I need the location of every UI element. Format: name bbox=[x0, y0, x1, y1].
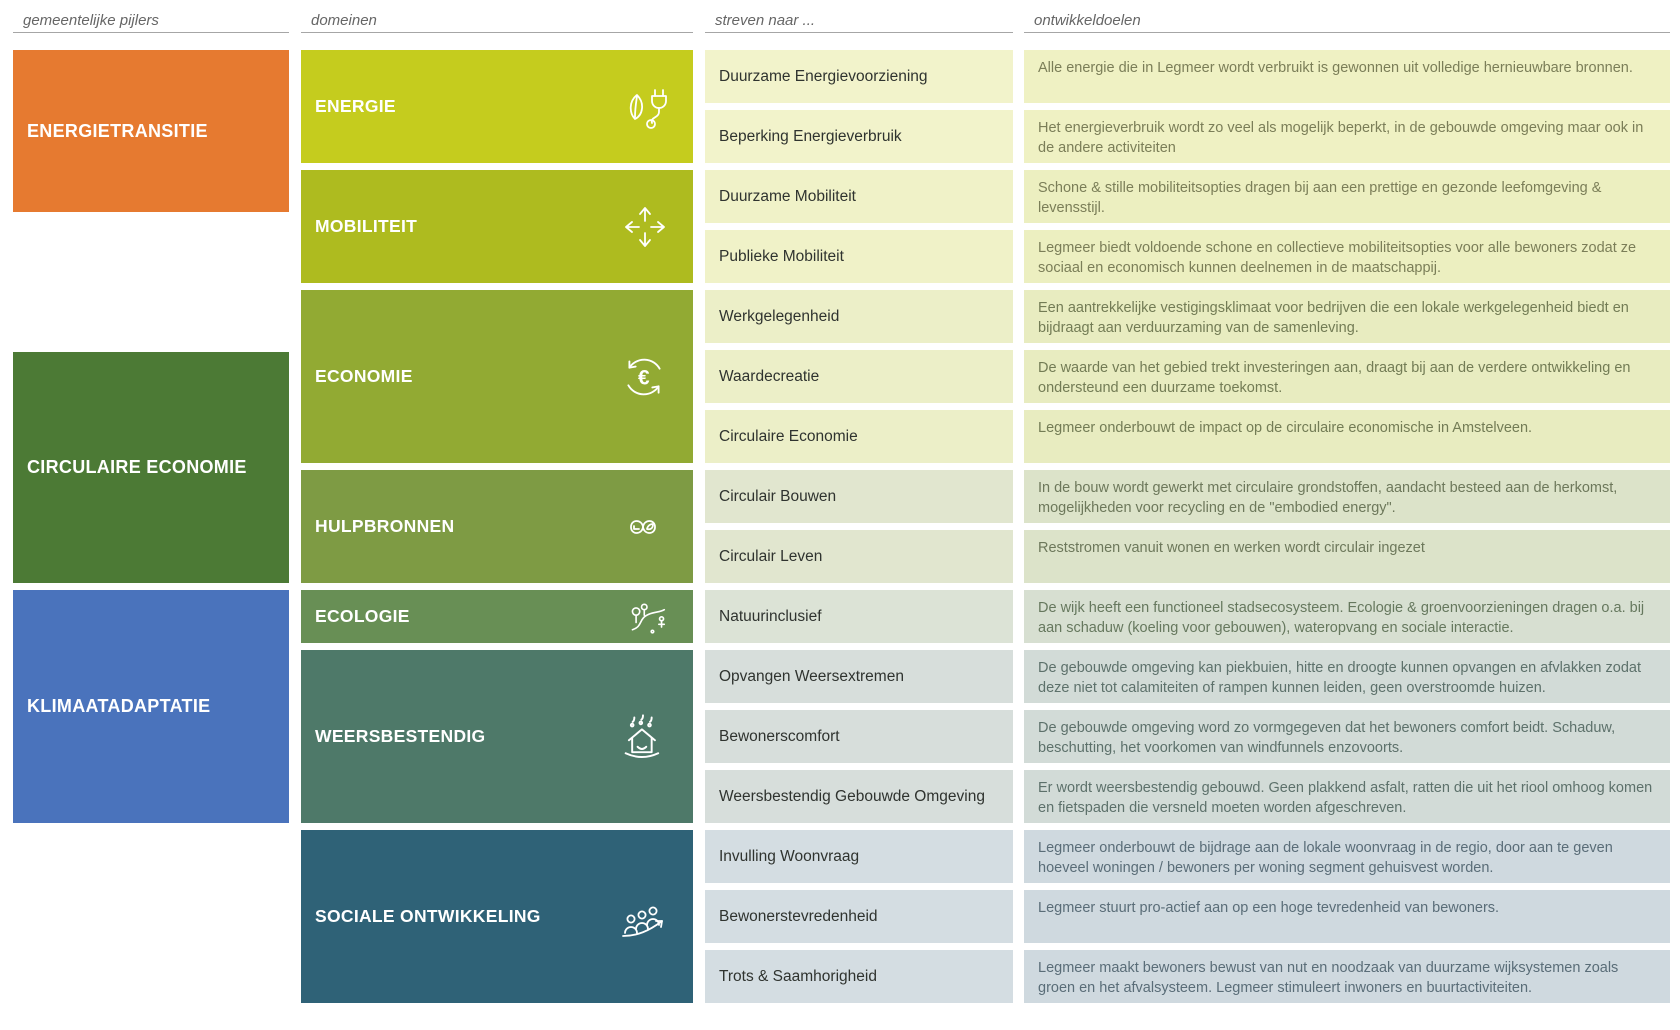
goal-label: Publieke Mobiliteit bbox=[705, 230, 1013, 283]
goal-description: Legmeer onderbouwt de bijdrage aan de lokale woonvraag in de regio, door aan te geven hoeveel woningen / bewoners per woning segment gehuisvest worden. bbox=[1024, 830, 1670, 883]
goal-label: Invulling Woonvraag bbox=[705, 830, 1013, 883]
diagram-body bbox=[0, 50, 1680, 1003]
pillar-circulaire-economie bbox=[13, 352, 289, 583]
goal-description: Er wordt weersbestendig gebouwd. Geen plakkend asfalt, ratten die uit het riool omhoog komen en fietspaden die versneld moeten worden afgeschreven. bbox=[1024, 770, 1670, 823]
goal-label: Circulair Bouwen bbox=[705, 470, 1013, 523]
goal-description: Legmeer onderbouwt de impact op de circulaire economische in Amstelveen. bbox=[1024, 410, 1670, 463]
goal-row-duurzame-energievoorziening bbox=[705, 50, 1670, 103]
column-header-goals: streven naar ... bbox=[705, 0, 1013, 33]
goal-label: Bewonerscomfort bbox=[705, 710, 1013, 763]
column-header-domains: domeinen bbox=[301, 0, 693, 33]
domain-label: ENERGIE bbox=[315, 96, 396, 116]
goal-row-werkgelegenheid bbox=[705, 290, 1670, 343]
goal-description: Legmeer biedt voldoende schone en collectieve mobiliteitsopties voor alle bewoners zodat ze sociaal en economisch kunnen deelnemen in de maatschappij. bbox=[1024, 230, 1670, 283]
goal-row-natuurinclusief bbox=[705, 590, 1670, 643]
goal-description: Reststromen vanuit wonen en werken wordt circulair ingezet bbox=[1024, 530, 1670, 583]
goal-row-beperking-energieverbruik bbox=[705, 110, 1670, 163]
goal-label: Circulair Leven bbox=[705, 530, 1013, 583]
goal-description: Legmeer maakt bewoners bewust van nut en noodzaak van duurzame wijksystemen zoals groen en het afvalsysteem. Legmeer stimuleert inwoners en buurtactiviteiten. bbox=[1024, 950, 1670, 1003]
pillar-label: ENERGIETRANSITIE bbox=[27, 120, 208, 141]
domain-label: ECONOMIE bbox=[315, 366, 413, 386]
goal-description: Schone & stille mobiliteitsopties dragen bij aan een prettige en gezonde leefomgeving & levensstijl. bbox=[1024, 170, 1670, 223]
pillar-label: CIRCULAIRE ECONOMIE bbox=[27, 457, 247, 477]
goal-description: De waarde van het gebied trekt investeringen aan, draagt bij aan de verdere ontwikkeling en ondersteund een duurzame toekomst. bbox=[1024, 350, 1670, 403]
people-growth-icon bbox=[617, 893, 669, 941]
domain-label: HULPBRONNEN bbox=[315, 516, 455, 536]
goal-row-circulaire-economie bbox=[705, 410, 1670, 463]
goal-label: Trots & Saamhorigheid bbox=[705, 950, 1013, 1003]
goal-label: Opvangen Weersextremen bbox=[705, 650, 1013, 703]
goal-row-weersbestendig-gebouwde-omgeving bbox=[705, 770, 1670, 823]
svg-text:€: € bbox=[638, 365, 650, 389]
goal-description: De gebouwde omgeving word zo vormgegeven dat het bewoners comfort beidt. Schaduw, beschutting, het voorkomen van windfunnels enzovoorts. bbox=[1024, 710, 1670, 763]
goal-label: Natuurinclusief bbox=[705, 590, 1013, 643]
goal-row-waardecreatie bbox=[705, 350, 1670, 403]
domain-hulpbronnen bbox=[301, 470, 693, 583]
goal-label: Beperking Energieverbruik bbox=[705, 110, 1013, 163]
pillar-klimaatadaptatie bbox=[13, 590, 289, 823]
goal-rows bbox=[705, 50, 1670, 1003]
goal-label: Duurzame Mobiliteit bbox=[705, 170, 1013, 223]
goal-description: In de bouw wordt gewerkt met circulaire grondstoffen, aandacht besteed aan de herkomst, mogelijkheden voor recycling en de "embodied energy". bbox=[1024, 470, 1670, 523]
goal-label: Werkgelegenheid bbox=[705, 290, 1013, 343]
goal-row-opvangen-weersextremen bbox=[705, 650, 1670, 703]
domain-label: MOBILITEIT bbox=[315, 216, 418, 236]
goal-label: Bewonerstevredenheid bbox=[705, 890, 1013, 943]
domain-economie bbox=[301, 290, 693, 463]
domain-column bbox=[301, 50, 693, 1003]
domain-label: WEERSBESTENDIG bbox=[315, 726, 486, 746]
domain-ecologie bbox=[301, 590, 693, 643]
pillar-energietransitie bbox=[13, 50, 289, 212]
goal-row-publieke-mobiliteit bbox=[705, 230, 1670, 283]
goal-description: Het energieverbruik wordt zo veel als mogelijk beperkt, in de gebouwde omgeving maar ook in de andere activiteiten bbox=[1024, 110, 1670, 163]
goal-description: Alle energie die in Legmeer wordt verbruikt is gewonnen uit volledige hernieuwbare bronnen. bbox=[1024, 50, 1670, 103]
four-arrows-icon bbox=[621, 203, 669, 251]
leaf-plug-icon bbox=[621, 83, 669, 131]
domain-weersbestendig bbox=[301, 650, 693, 823]
goal-row-duurzame-mobiliteit bbox=[705, 170, 1670, 223]
domain-label: SOCIALE ONTWIKKELING bbox=[315, 906, 541, 926]
pillar-label: KLIMAATADAPTATIE bbox=[27, 696, 211, 716]
goal-description: Legmeer stuurt pro-actief aan op een hoge tevredenheid van bewoners. bbox=[1024, 890, 1670, 943]
goal-label: Weersbestendig Gebouwde Omgeving bbox=[705, 770, 1013, 823]
domain-energie bbox=[301, 50, 693, 163]
goal-row-trots-saamhorigheid bbox=[705, 950, 1670, 1003]
goal-description: Een aantrekkelijke vestigingsklimaat voor bedrijven die een lokale werkgelegenheid biedt en bijdraagt aan verduurzaming van de samenleving. bbox=[1024, 290, 1670, 343]
goal-row-invulling-woonvraag bbox=[705, 830, 1670, 883]
goal-description: De wijk heeft een functioneel stadsecosysteem. Ecologie & groenvoorzieningen dragen o.a. bij aan schaduw (koeling voor gebouwen), wateropvang en sociale interactie. bbox=[1024, 590, 1670, 643]
goal-label: Waardecreatie bbox=[705, 350, 1013, 403]
landscape-icon bbox=[625, 597, 669, 637]
goal-description: De gebouwde omgeving kan piekbuien, hitte en droogte kunnen opvangen en afvlakken zodat deze niet tot calamiteiten of rampen kunnen leiden, geen overstroomde huizen. bbox=[1024, 650, 1670, 703]
domain-label: ECOLOGIE bbox=[315, 606, 410, 626]
column-header-development-goals: ontwikkeldoelen bbox=[1024, 0, 1670, 33]
goal-row-circulair-leven bbox=[705, 530, 1670, 583]
goal-row-bewonerscomfort bbox=[705, 710, 1670, 763]
goal-label: Duurzame Energievoorziening bbox=[705, 50, 1013, 103]
goal-row-circulair-bouwen bbox=[705, 470, 1670, 523]
infinity-recycle-icon bbox=[617, 503, 669, 551]
domain-mobiliteit bbox=[301, 170, 693, 283]
goal-label: Circulaire Economie bbox=[705, 410, 1013, 463]
euro-cycle-icon bbox=[619, 352, 669, 402]
column-header-pillars: gemeentelijke pijlers bbox=[13, 0, 289, 33]
house-rain-icon bbox=[617, 711, 669, 763]
domain-sociale-ontwikkeling bbox=[301, 830, 693, 1003]
goal-row-bewonerstevredenheid bbox=[705, 890, 1670, 943]
